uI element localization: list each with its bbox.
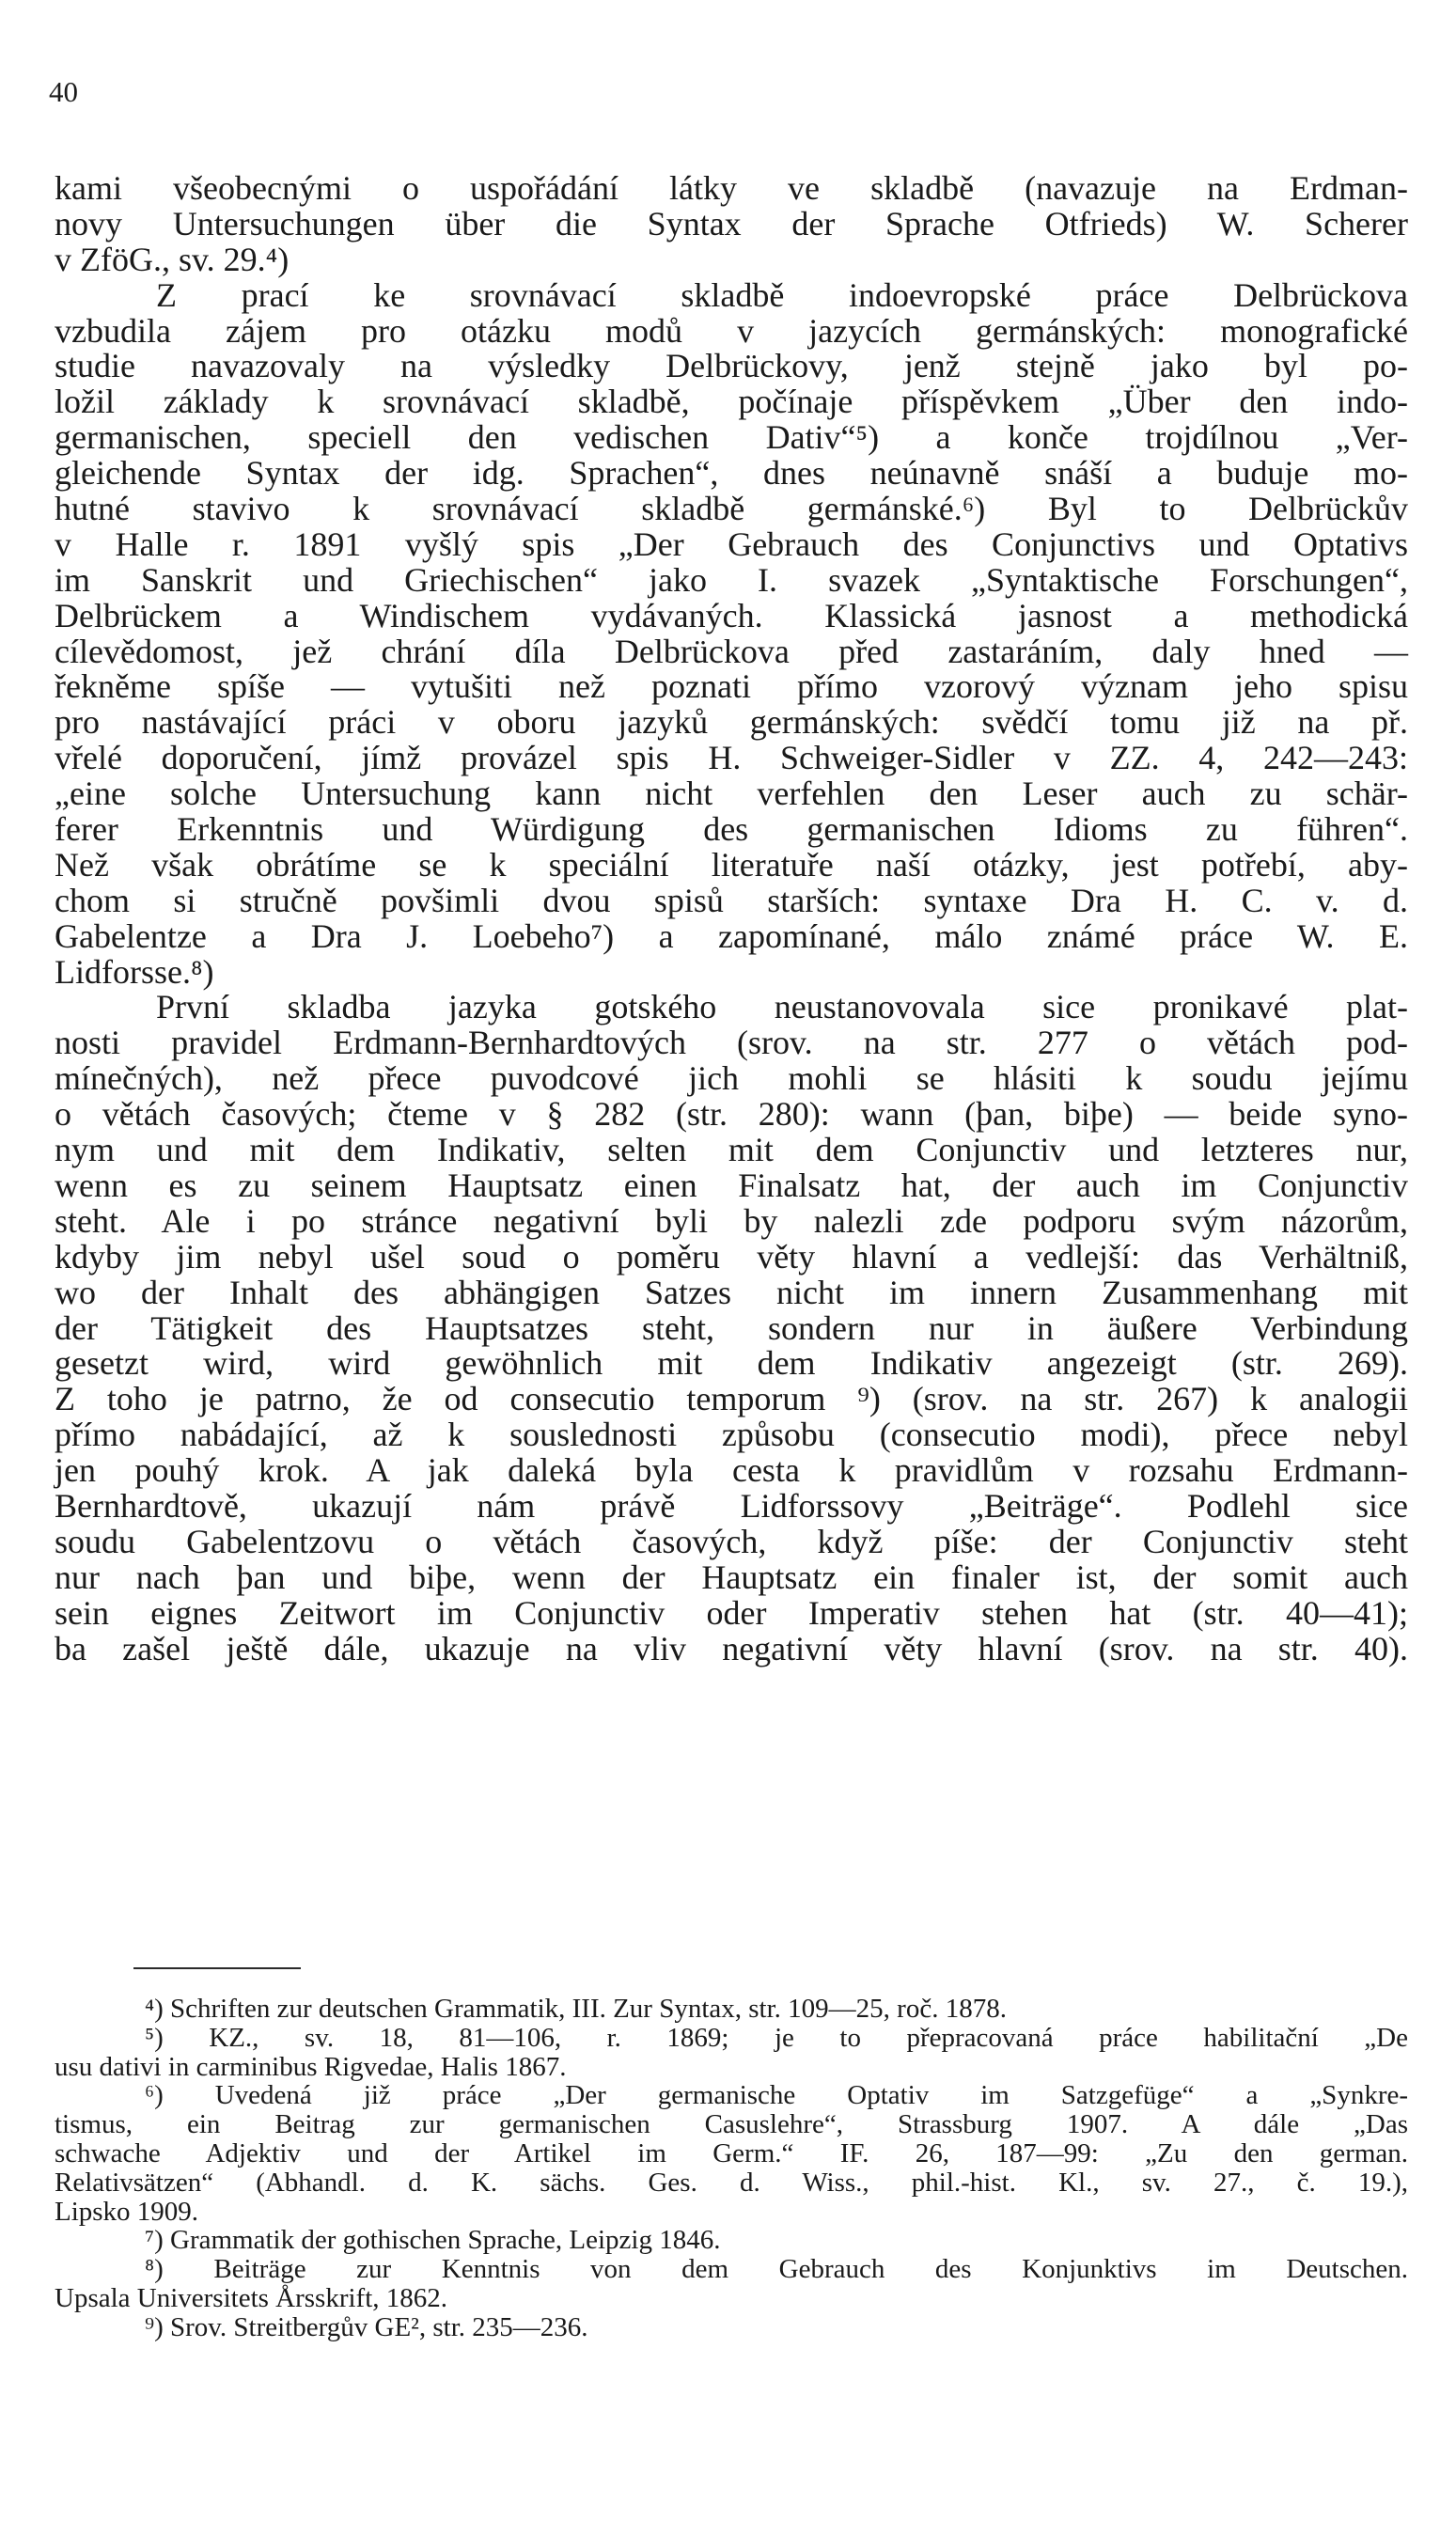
body-line: vřelé doporučení, jímž provázel spis H. Schweiger-Sidler v ZZ. 4, 242—243:: [55, 739, 1408, 777]
body-line: mínečných), než přece puvodcové jich mohli se hlásiti k soudu jejímu: [55, 1059, 1408, 1098]
footnote-line: ⁷) Grammatik der gothischen Sprache, Leipzig 1846.: [145, 2225, 721, 2256]
body-line: wenn es zu seinem Hauptsatz einen Finalsatz hat, der auch im Conjunctiv: [55, 1166, 1408, 1204]
footnote-line: usu dativi in carminibus Rigvedae, Halis 1867.: [55, 2051, 567, 2082]
body-line: Delbrückem a Windischem vydávaných. Klassická jasnost a methodická: [55, 596, 1408, 634]
footnote-line: ⁸) Beiträge zur Kenntnis von dem Gebrauch des Konjunktivs im Deutschen.: [145, 2254, 1408, 2285]
body-line: cílevědomost, jež chrání díla Delbrückova před zastaráním, daly hned —: [55, 632, 1408, 670]
body-line: novy Untersuchungen über die Syntax der Sprache Otfrieds) W. Scherer: [55, 204, 1408, 243]
footnote-divider: [133, 1967, 301, 1969]
body-line: nur nach þan und biþe, wenn der Hauptsatz ein finaler ist, der somit auch: [55, 1558, 1408, 1596]
body-line: Než však obrátíme se k speciální literatuře naší otázky, jest potřebí, aby-: [55, 845, 1408, 884]
body-line: chom si stručně povšimli dvou spisů starších: syntaxe Dra H. C. v. d.: [55, 881, 1408, 919]
body-line: wo der Inhalt des abhängigen Satzes nicht im innern Zusammenhang mit: [55, 1273, 1408, 1311]
body-line: Z toho je patrno, že od consecutio temporum ⁹) (srov. na str. 267) k analogii: [55, 1380, 1408, 1418]
body-line: ferer Erkenntnis und Würdigung des germanischen Idioms zu führen“.: [55, 810, 1408, 849]
body-line: jen pouhý krok. A jak daleká byla cesta k pravidlům v rozsahu Erdmann-: [55, 1451, 1408, 1490]
footnotes: [55, 1995, 1408, 2342]
body-line: gesetzt wird, wird gewöhnlich mit dem Indikativ angezeigt (str. 269).: [55, 1344, 1408, 1383]
body-line: Gabelentze a Dra J. Loebeho⁷) a zapomínané, málo známé práce W. E.: [55, 916, 1408, 955]
body-line: o větách časových; čteme v § 282 (str. 280): wann (þan, biþe) — beide syno-: [55, 1095, 1408, 1134]
body-line: vzbudila zájem pro otázku modů v jazycích germánských: monografické: [55, 311, 1408, 350]
body-text: [55, 171, 1408, 1667]
body-line: přímo nabádající, až k souslednosti způsobu (consecutio modi), přece nebyl: [55, 1416, 1408, 1454]
body-line: v Halle r. 1891 vyšlý spis „Der Gebrauch des Conjunctivs und Optativs: [55, 524, 1408, 563]
body-line: řekněme spíše — vytušiti než poznati přímo vzorový význam jeho spisu: [55, 667, 1408, 706]
body-line: im Sanskrit und Griechischen“ jako I. svazek „Syntaktische Forschungen“,: [55, 560, 1408, 599]
footnote-line: ⁹) Srov. Streitbergův GE², str. 235—236.: [145, 2311, 588, 2342]
body-line: soudu Gabelentzovu o větách časových, když píše: der Conjunctiv steht: [55, 1522, 1408, 1560]
body-line: „eine solche Untersuchung kann nicht verfehlen den Leser auch zu schär-: [55, 775, 1408, 813]
footnote-line: Upsala Universitets Årsskrift, 1862.: [55, 2282, 448, 2313]
body-line: kami všeobecnými o uspořádání látky ve skladbě (navazuje na Erdman-: [55, 169, 1408, 207]
page-number: 40: [49, 75, 78, 108]
body-line: v ZföG., sv. 29.⁴): [55, 240, 290, 278]
body-line: hutné stavivo k srovnávací skladbě germánské.⁶) Byl to Delbrückův: [55, 490, 1408, 528]
footnote-line: ⁴) Schriften zur deutschen Grammatik, III. Zur Syntax, str. 109—25, roč. 1878.: [145, 1994, 1007, 2024]
body-line: nosti pravidel Erdmann-Bernhardtových (srov. na str. 277 o větách pod-: [55, 1024, 1408, 1062]
body-line: germanischen, speciell den vedischen Dativ“⁵) a konče trojdílnou „Ver-: [55, 418, 1408, 457]
body-line: ložil základy k srovnávací skladbě, počínaje příspěvkem „Über den indo-: [55, 383, 1408, 421]
body-line: Bernhardtově, ukazují nám právě Lidforssovy „Beiträge“. Podlehl sice: [55, 1486, 1408, 1525]
footnote-line: ⁶) Uvedená již práce „Der germanische Optativ im Satzgefüge“ a „Synkre-: [145, 2080, 1408, 2111]
body-line: Z prací ke srovnávací skladbě indoevropské práce Delbrückova: [156, 275, 1408, 314]
body-line: ba zašel ještě dále, ukazuje na vliv negativní věty hlavní (srov. na str. 40).: [55, 1629, 1408, 1667]
body-line: nym und mit dem Indikativ, selten mit dem Conjunctiv und letzteres nur,: [55, 1131, 1408, 1169]
body-line: První skladba jazyka gotského neustanovovala sice pronikavé plat-: [156, 988, 1408, 1026]
footnote-line: Relativsätzen“ (Abhandl. d. K. sächs. Ges. d. Wiss., phil.-hist. Kl., sv. 27., č. 19.),: [55, 2167, 1408, 2198]
body-line: sein eignes Zeitwort im Conjunctiv oder Imperativ stehen hat (str. 40—41);: [55, 1593, 1408, 1632]
body-line: der Tätigkeit des Hauptsatzes steht, sondern nur in äußere Verbindung: [55, 1308, 1408, 1347]
body-line: kdyby jim nebyl ušel soud o poměru věty hlavní a vedlejší: das Verhältniß,: [55, 1237, 1408, 1276]
body-line: steht. Ale i po stránce negativní byli by nalezli zde podporu svým názorům,: [55, 1201, 1408, 1240]
footnote-line: schwache Adjektiv und der Artikel im Germ.“ IF. 26, 187—99: „Zu den german.: [55, 2137, 1408, 2168]
footnote-line: ⁵) KZ., sv. 18, 81—106, r. 1869; je to přepracovaná práce habilitační „De: [145, 2022, 1408, 2053]
body-line: Lidforsse.⁸): [55, 952, 214, 991]
footnote-line: Lipsko 1909.: [55, 2196, 199, 2227]
footnote-line: tismus, ein Beitrag zur germanischen Casuslehre“, Strassburg 1907. A dále „Das: [55, 2109, 1408, 2140]
body-line: gleichende Syntax der idg. Sprachen“, dnes neúnavně snáší a buduje mo-: [55, 454, 1408, 493]
body-line: studie navazovaly na výsledky Delbrückovy, jenž stejně jako byl po-: [55, 347, 1408, 385]
body-line: pro nastávající práci v oboru jazyků germánských: svědčí tomu již na př.: [55, 703, 1408, 742]
